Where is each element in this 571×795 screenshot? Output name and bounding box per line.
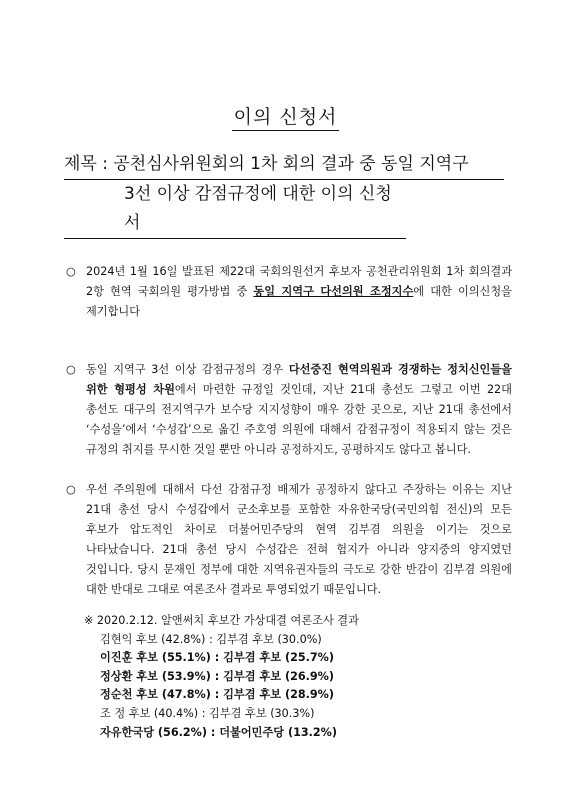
poll-row: 조 정 후보 (40.4%) : 김부겸 후보 (30.3%) (100, 706, 315, 720)
paragraph-1-body (86, 262, 512, 322)
paragraph-1 (66, 262, 512, 322)
poll-results (84, 612, 504, 742)
poll-row: 정순천 후보 (47.8%) : 김부겸 후보 (28.9%) (100, 688, 334, 702)
title-text: 이의 신청서 (232, 106, 340, 131)
document-title (0, 102, 571, 129)
poll-row: 이진훈 후보 (55.1%) : 김부겸 후보 (25.7%) (100, 651, 334, 665)
poll-row: 정상환 후보 (53.9%) : 김부겸 후보 (26.9%) (100, 669, 334, 683)
subject-line-2: 3선 이상 감점규정에 대한 이의 신청서 (64, 180, 406, 239)
bullet-circle-icon: ○ (66, 363, 76, 376)
bullet-circle-icon: ○ (66, 483, 76, 496)
paragraph-2-text-b: 에서 마련한 규정일 것인데, 지난 21대 총선도 그렇고 이번 22대 총선도 대구의 전지역구가 보수당 지지성향이 매우 강한 곳으로, 지난 21대 총선에서 ‘수성을’에서 ‘수성갑’으로 옮긴 주호영 의원에 대해서 감점규정이 적용되지 않는 것은 규정의 취지를 무시한 것일 뿐만 아니라 공정하지도, 공평하지도 않다고 봅니다. (86, 383, 512, 456)
paragraph-3-body: 우선 주의원에 대해서 다선 감점규정 배제가 공정하지 않다고 주장하는 이유는 지난 21대 총선 당시 수성갑에서 군소후보를 포함한 자유한국당(국민의힘 전신)의 모든 후보가 압도적인 차이로 더불어민주당의 현역 김부겸 의원을 이기는 것으로 나타났습니다. 21대 총선 당시 수성갑은 전혀 험지가 아니라 양지중의 양지였던 것입니다. 당시 문재인 정부에 대한 지역유권자들의 극도로 강한 반감이 김부겸 의원에 대한 반대로 그대로 여론조사 결과로 투영되었기 때문입니다. (86, 483, 512, 596)
subject-block (64, 150, 504, 239)
poll-row: 김현익 후보 (42.8%) : 김부겸 후보 (30.0%) (100, 632, 322, 646)
paragraph-1-text-b: 에 대한 이의신청을 제기합니다 (86, 285, 512, 318)
paragraph-2-body (86, 360, 512, 460)
poll-heading: ※ 2020.2.12. 알앤써치 후보간 가상대결 여론조사 결과 (84, 614, 359, 627)
poll-row: 자유한국당 (56.2%) : 더불어민주당 (13.2%) (100, 725, 338, 739)
subject-line-1: 제목 : 공천심사위원회의 1차 회의 결과 중 동일 지역구 (64, 150, 504, 180)
paragraph-1-emphasis: 동일 지역구 다선의원 조정지수 (253, 285, 414, 298)
paragraph-2-text-a: 동일 지역구 3선 이상 감점규정의 경우 (86, 363, 289, 376)
bullet-circle-icon: ○ (66, 265, 76, 278)
paragraph-2-emphasis: 다선중진 현역의원과 경쟁하는 정치신인들을 위한 형평성 차원 (86, 363, 512, 396)
paragraph-3 (66, 480, 512, 600)
paragraph-1-text-a: 2024년 1월 16일 발표된 제22대 국회의원선거 후보자 공천관리위원회 1차 회의결과 2항 현역 국회의원 평가방법 중 (86, 265, 512, 298)
paragraph-2 (66, 360, 512, 460)
